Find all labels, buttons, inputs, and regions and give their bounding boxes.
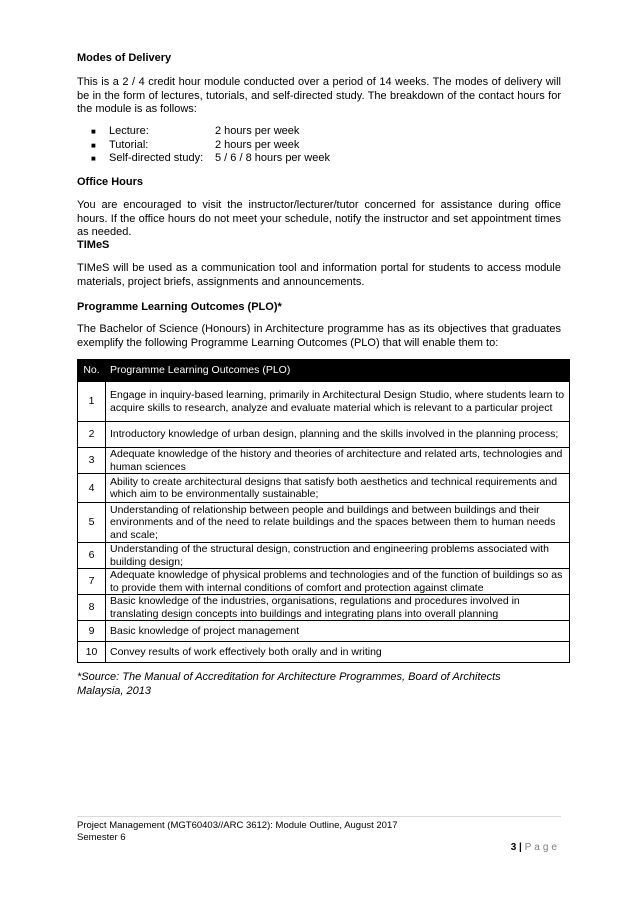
table-row	[78, 503, 570, 543]
row-number: 6	[78, 543, 106, 569]
plo-table	[77, 359, 570, 663]
row-number: 10	[78, 642, 106, 663]
item-label: Self-directed study:	[109, 152, 204, 164]
row-number: 4	[78, 474, 106, 503]
square-bullet-icon: ■	[91, 140, 96, 150]
row-number: 3	[78, 448, 106, 474]
row-outcome: Engage in inquiry-based learning, primarily in Architectural Design Studio, where students learn to acquire skills to research, analyze and evaluate material which is relevant to a particular project	[106, 382, 570, 422]
row-number: 5	[78, 503, 106, 543]
table-header-row	[78, 360, 570, 382]
table-row	[78, 543, 570, 569]
item-label: Lecture:	[109, 125, 149, 137]
row-outcome: Convey results of work effectively both orally and in writing	[106, 642, 570, 663]
table-row	[78, 595, 570, 621]
square-bullet-icon: ■	[91, 127, 96, 136]
page-number-value: 3	[510, 842, 517, 853]
row-outcome: Introductory knowledge of urban design, planning and the skills involved in the planning process;	[106, 422, 570, 448]
footer-module-title: Project Management (MGT60403//ARC 3612): Module Outline, August 2017	[77, 820, 398, 831]
row-outcome: Adequate knowledge of the history and theories of architecture and related arts, technologies and human sciences	[106, 448, 570, 474]
list-item	[77, 139, 330, 153]
source-note: *Source: The Manual of Accreditation for Architecture Programmes, Board of Architects Malaysia, 2013	[77, 671, 501, 697]
col-no-header: No.	[78, 360, 106, 382]
row-number: 8	[78, 595, 106, 621]
page-word: Page	[524, 842, 560, 853]
item-value: 2 hours per week	[215, 138, 300, 151]
plo-heading: Programme Learning Outcomes (PLO)*	[77, 301, 282, 313]
row-outcome: Basic knowledge of project management	[106, 621, 570, 642]
table-row	[78, 448, 570, 474]
plo-paragraph: The Bachelor of Science (Honours) in Architecture programme has as its objectives that graduates exemplify the following Programme Learning Outcomes (PLO) that will enable them to:	[77, 323, 561, 349]
item-value: 5 / 6 / 8 hours per week	[215, 152, 330, 164]
table-row	[78, 642, 570, 663]
table-row	[78, 382, 570, 422]
footer-divider	[77, 816, 561, 817]
row-number: 7	[78, 569, 106, 595]
page-number-separator: |	[519, 842, 522, 853]
row-outcome: Adequate knowledge of physical problems and technologies and of the function of buildings so as to provide them with internal conditions of comfort and protection against climate	[106, 569, 570, 595]
col-outcome-header: Programme Learning Outcomes (PLO)	[106, 360, 570, 382]
office-paragraph: You are encouraged to visit the instructor/lecturer/tutor concerned for assistance during office hours. If the office hours do not meet your schedule, notify the instructor and set appointment times as needed.	[77, 199, 561, 238]
row-outcome: Basic knowledge of the industries, organisations, regulations and procedures involved in translating design concepts into buildings and integrating plans into overall planning	[106, 595, 570, 621]
table-row	[78, 569, 570, 595]
contact-hours-list	[77, 125, 330, 166]
office-heading: Office Hours	[77, 176, 144, 188]
times-heading: TIMeS	[77, 239, 110, 251]
row-outcome: Ability to create architectural designs that satisfy both aesthetics and technical requirements and which aim to be environmentally sustainable;	[106, 474, 570, 503]
table-row	[78, 474, 570, 503]
table-row	[78, 621, 570, 642]
page-number	[511, 842, 560, 854]
footer	[77, 820, 398, 843]
row-number: 2	[78, 422, 106, 448]
item-label: Tutorial:	[109, 138, 149, 151]
row-outcome: Understanding of the structural design, construction and engineering problems associated with building design;	[106, 543, 570, 569]
list-item	[77, 125, 330, 139]
delivery-heading: Modes of Delivery	[77, 52, 172, 64]
delivery-paragraph: This is a 2 / 4 credit hour module conducted over a period of 14 weeks. The modes of delivery will be in the form of lectures, tutorials, and self-directed study. The breakdown of the contact hours for the module is as follows:	[77, 76, 561, 115]
footer-semester: Semester 6	[77, 831, 126, 843]
table-row	[78, 422, 570, 448]
row-number: 9	[78, 621, 106, 642]
row-outcome: Understanding of relationship between people and buildings and between buildings and their environments and of the need to relate buildings and the spaces between them to human needs and scale;	[106, 503, 570, 543]
item-value: 2 hours per week	[215, 125, 300, 137]
row-number: 1	[78, 382, 106, 422]
list-item	[77, 152, 330, 166]
square-bullet-icon: ■	[91, 154, 96, 163]
times-paragraph: TIMeS will be used as a communication tool and information portal for students to access module materials, project briefs, assignments and announcements.	[77, 262, 561, 288]
